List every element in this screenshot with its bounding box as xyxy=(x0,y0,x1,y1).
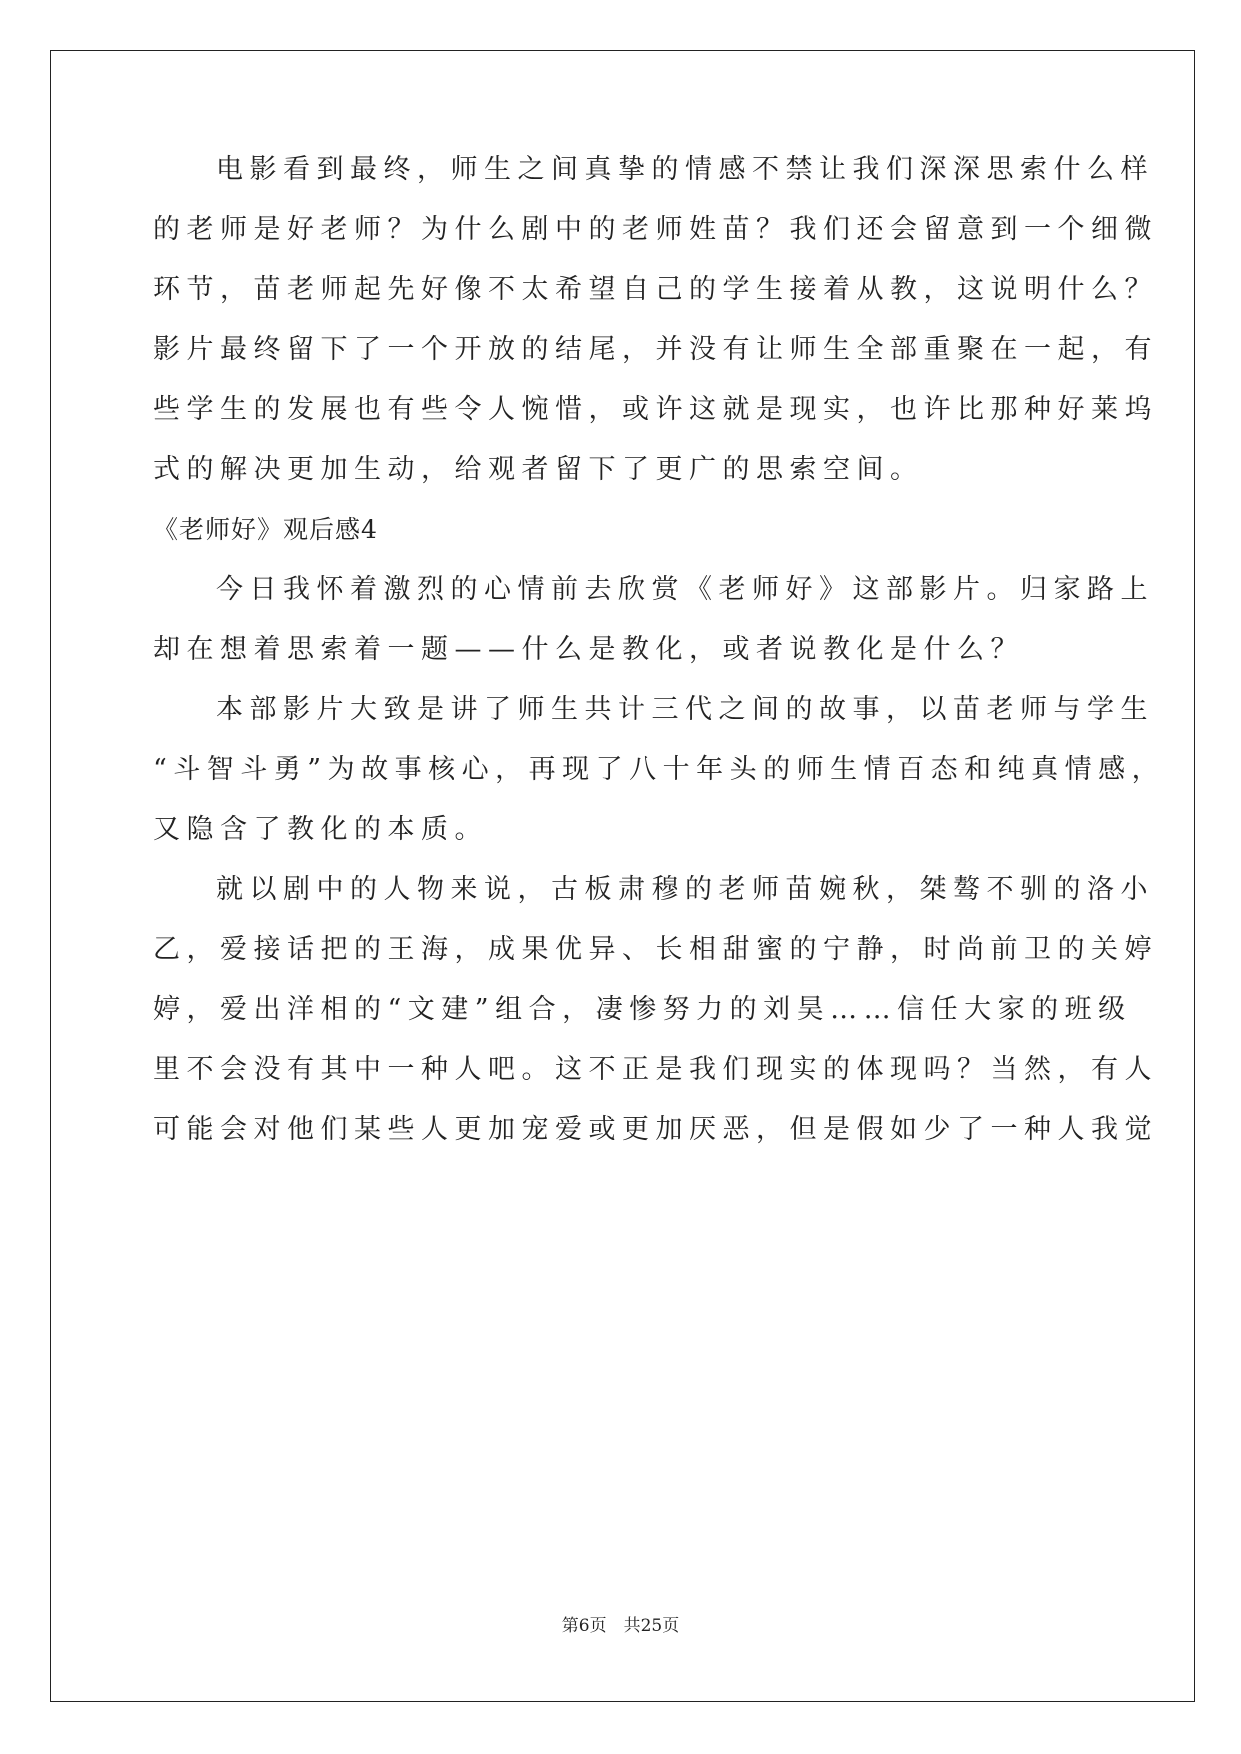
paragraph-line: 就以剧中的人物来说，古板肃穆的老师苗婉秋，桀骜不驯的洛小 xyxy=(216,874,1154,905)
paragraph-line: 婷，爱出洋相的“文建”组合，凄惨努力的刘昊……信任大家的班级 xyxy=(153,994,1132,1025)
paragraph-line: 里不会没有其中一种人吧。这不正是我们现实的体现吗？当然，有人 xyxy=(153,1054,1158,1085)
paragraph-line: 可能会对他们某些人更加宠爱或更加厌恶，但是假如少了一种人我觉 xyxy=(153,1114,1158,1145)
paragraph-line: 些学生的发展也有些令人惋惜，或许这就是现实，也许比那种好莱坞 xyxy=(153,394,1158,425)
paragraph-line: “斗智斗勇”为故事核心，再现了八十年头的师生情百态和纯真情感， xyxy=(153,754,1166,785)
page-number-footer: 第6页 共25页 xyxy=(561,1616,680,1636)
paragraph-line: 的老师是好老师？为什么剧中的老师姓苗？我们还会留意到一个细微 xyxy=(153,214,1158,245)
paragraph-line: 式的解决更加生动，给观者留下了更广的思索空间。 xyxy=(153,454,924,485)
paragraph-line: 乙，爱接话把的王海，成果优异、长相甜蜜的宁静，时尚前卫的关婷 xyxy=(153,934,1158,965)
paragraph-line: 环节，苗老师起先好像不太希望自己的学生接着从教，这说明什么？ xyxy=(153,274,1158,305)
section-heading: 《老师好》观后感4 xyxy=(153,515,378,544)
paragraph-line: 又隐含了教化的本质。 xyxy=(153,814,488,845)
paragraph-line: 影片最终留下了一个开放的结尾，并没有让师生全部重聚在一起，有 xyxy=(153,334,1158,365)
paragraph-line: 却在想着思索着一题——什么是教化，或者说教化是什么？ xyxy=(153,634,1024,665)
paragraph-line: 电影看到最终，师生之间真挚的情感不禁让我们深深思索什么样 xyxy=(216,154,1154,185)
body-text-block-1 xyxy=(153,140,1166,1160)
paragraph-line: 本部影片大致是讲了师生共计三代之间的故事，以苗老师与学生 xyxy=(216,694,1154,725)
paragraph-line: 今日我怀着激烈的心情前去欣赏《老师好》这部影片。归家路上 xyxy=(216,574,1154,605)
